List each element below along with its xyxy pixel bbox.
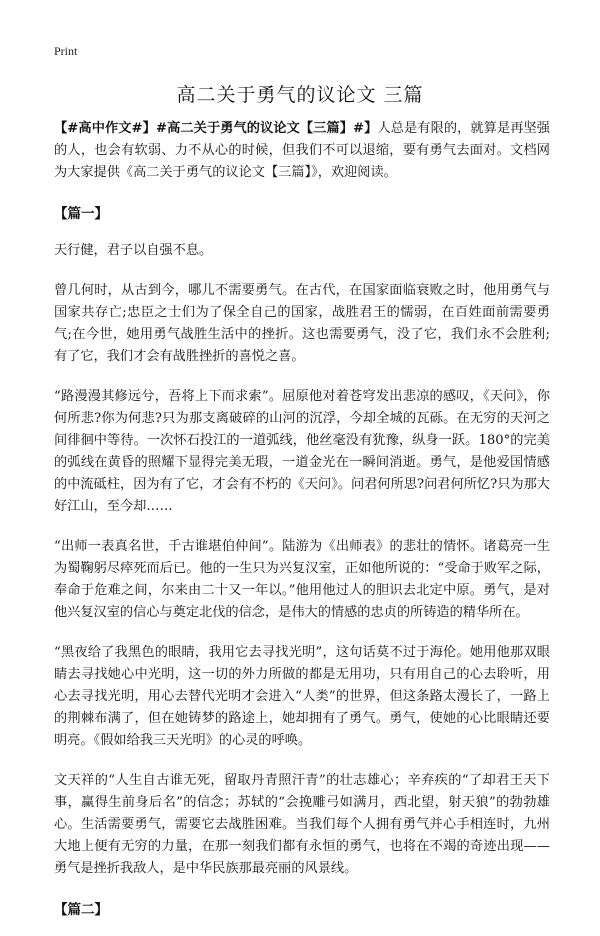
section-heading-1: 【篇一】 — [54, 206, 108, 222]
document-title: 高二关于勇气的议论文 三篇 — [176, 84, 424, 106]
section-heading-2: 【篇二】 — [54, 902, 108, 918]
intro-tags: 【#高中作文#】#高二关于勇气的议论文【三篇】#】 — [54, 121, 378, 136]
paragraph-6: 文天祥的“人生自古谁无死，留取丹青照汗青”的壮志雄心；辛弃疾的“了却君王天下事，赢得生前身后名”的信念；苏轼的“会挽雕弓如满月，西北望，射天狼”的勃勃雄心。生活需要勇气，需要它去战胜困难。当我们每个人拥有勇气并心手相连时，九州大地上便有无穷的力量，在那一刻我们都有永恒的勇气，也将在不竭的奇迹出现——勇气是挫折我敌人，是中华民族那最亮丽的风景线。 — [54, 773, 550, 876]
print-label: Print — [54, 44, 78, 58]
intro-text: 人总是有限的，就算是再坚强的人，也会有软弱、力不从心的时候，但我们不可以退缩，要有勇气去面对。文档网为大家提供《高二关于勇气的议论文【三篇】》，欢迎阅读。 — [54, 121, 550, 180]
document-body — [54, 118, 550, 936]
paragraph-4: “出师一表真名世，千古谁堪伯仲间”。陆游为《出师表》的悲壮的情怀。诸葛亮一生为蜀鞠躬尽瘁死而后已。他的一生只为兴复汉室，正如他所说的：“受命于败军之际，奉命于危难之间，尔来由二十又一年以。”他用他过人的胆识去北定中原。勇气，是对他兴复汉室的信心与奠定北伐的信念，是伟大的情感的忠贞的所铸造的精华所在。 — [54, 539, 550, 620]
intro-paragraph — [54, 118, 550, 184]
paragraph-3: “路漫漫其修远兮，吾将上下而求索”。屈原他对着苍穹发出悲凉的感叹，《天问》，你何所悲?你为何悲?只为那支离破碎的山河的沉浮，今却全城的瓦砾。在无穷的天河之间徘徊中等待。一次怀石投江的一道弧线，他丝毫没有犹豫，纵身一跃。180°的完美的弧线在黄昏的照耀下显得完美无瑕，一道金光在一瞬间消逝。勇气，是他爱国情感的中流砥柱，因为有了它，才会有不朽的《天问》。问君何所思?问君何所忆?只为那大好江山，至今却…… — [54, 389, 550, 514]
paragraph-1: 天行健，君子以自强不息。 — [54, 243, 213, 258]
paragraph-5: “黑夜给了我黑色的眼睛，我用它去寻找光明”，这句话莫不过于海伦。她用他那双眼睛去寻找她心中光明，这一切的外力所做的都是无用功，只有用自己的心去聆听，用心去寻找光明，用心去替代光明才会进入“人类”的世界，但这条路太漫长了，一路上的荆棘布满了，但在她铸梦的路途上，她却拥有了勇气。勇气，使她的心比眼睛还要明亮。《假如给我三天光明》的心灵的呼唤。 — [54, 645, 550, 748]
paragraph-2: 曾几何时，从古到今，哪儿不需要勇气。在古代，在国家面临衰败之时，他用勇气与国家共存亡;忠臣之士们为了保全自己的国家，战胜君王的懦弱，在百姓面前需要勇气;在今世，她用勇气战胜生活中的挫折。这也需要勇气，没了它，我们永不会胜利;有了它，我们才会有战胜挫折的喜悦之喜。 — [54, 283, 550, 364]
